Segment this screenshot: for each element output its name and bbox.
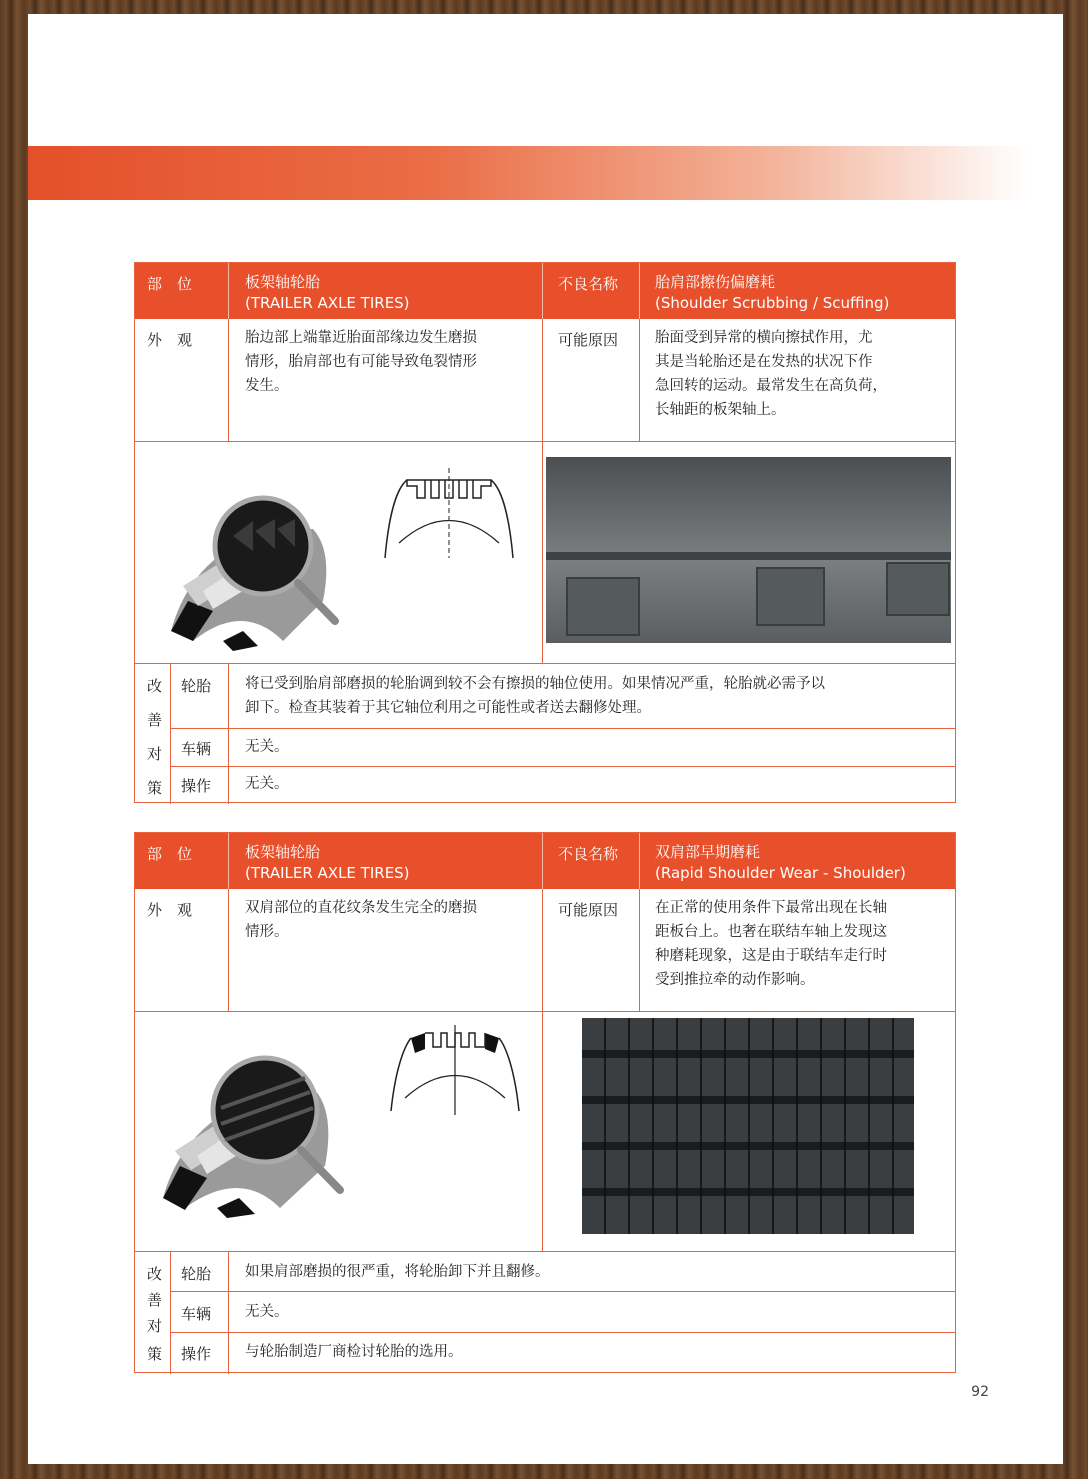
appearance-label: 外 观 <box>147 901 193 919</box>
operation-countermeasure-text: 与轮胎制造厂商检讨轮胎的选用。 <box>245 1344 463 1360</box>
countermeasure-char: 改 <box>147 1265 163 1283</box>
tire-label: 轮胎 <box>181 677 212 695</box>
operation-label: 操作 <box>181 1345 212 1363</box>
part-name-cn: 板架轴轮胎 <box>245 273 321 291</box>
possible-cause-text: 胎面受到异常的横向擦拭作用，尤 其是当轮胎还是在发热的状况下作 急回转的运动。最常发生在高负荷， 长轴距的板架轴上。 <box>655 330 887 418</box>
tire-countermeasure-text: 将已受到胎肩部磨损的轮胎调到较不会有擦损的轴位使用。如果情况严重，轮胎就必需予以 卸下。检查其装着于其它轴位利用之可能性或者送去翻修处理。 <box>245 676 825 716</box>
countermeasure-char: 策 <box>147 779 163 797</box>
operation-label: 操作 <box>181 777 212 795</box>
defect-card-2 <box>134 832 956 1373</box>
possible-cause-text: 在正常的使用条件下最常出现在长轴 距板台上。也奢在联结车轴上发现这 种磨耗现象，这是由于联结车走行时 受到推拉牵的动作影响。 <box>655 900 887 988</box>
part-label: 部 位 <box>147 845 193 863</box>
page-number: 92 <box>971 1384 989 1400</box>
card-header <box>135 833 955 889</box>
countermeasure-char: 善 <box>147 711 163 729</box>
tire-shoulder-scuffing-photo <box>546 457 951 643</box>
tire-cutaway-illustration <box>155 1048 360 1218</box>
vehicle-countermeasure-text: 无关。 <box>245 1304 289 1320</box>
tread-profile-diagram <box>385 1023 525 1118</box>
appearance-text: 胎边部上端靠近胎面部缘边发生磨损 情形，胎肩部也有可能导致龟裂情形 发生。 <box>245 330 477 394</box>
appearance-label: 外 观 <box>147 331 193 349</box>
appearance-text: 双肩部位的直花纹条发生完全的磨损 情形。 <box>245 900 477 940</box>
countermeasure-char: 善 <box>147 1291 163 1309</box>
defect-name-label: 不良名称 <box>558 275 619 293</box>
defect-name-en: (Rapid Shoulder Wear - Shoulder) <box>655 864 906 882</box>
part-label: 部 位 <box>147 275 193 293</box>
vehicle-countermeasure-text: 无关。 <box>245 739 289 755</box>
vehicle-label: 车辆 <box>181 740 212 758</box>
part-name-en: (TRAILER AXLE TIRES) <box>245 294 410 312</box>
defect-name-cn: 双肩部早期磨耗 <box>655 843 761 861</box>
possible-cause-label: 可能原因 <box>558 901 619 919</box>
tire-rapid-shoulder-wear-photo <box>582 1018 914 1234</box>
possible-cause-label: 可能原因 <box>558 331 619 349</box>
part-name-en: (TRAILER AXLE TIRES) <box>245 864 410 882</box>
defect-name-en: (Shoulder Scrubbing / Scuffing) <box>655 294 890 312</box>
tire-countermeasure-text: 如果肩部磨损的很严重，将轮胎卸下并且翻修。 <box>245 1264 550 1280</box>
countermeasure-char: 策 <box>147 1345 163 1363</box>
operation-countermeasure-text: 无关。 <box>245 776 289 792</box>
tire-cutaway-illustration <box>163 491 358 651</box>
defect-name-label: 不良名称 <box>558 845 619 863</box>
tire-label: 轮胎 <box>181 1265 212 1283</box>
countermeasure-char: 对 <box>147 745 163 763</box>
countermeasure-char: 对 <box>147 1317 163 1335</box>
defect-name-cn: 胎肩部擦伤偏磨耗 <box>655 273 776 291</box>
card-header <box>135 263 955 319</box>
page <box>28 14 1063 1464</box>
defect-card-1 <box>134 262 956 803</box>
part-name-cn: 板架轴轮胎 <box>245 843 321 861</box>
header-banner <box>28 146 1028 200</box>
vehicle-label: 车辆 <box>181 1305 212 1323</box>
tread-profile-diagram <box>379 458 519 563</box>
countermeasure-char: 改 <box>147 677 163 695</box>
